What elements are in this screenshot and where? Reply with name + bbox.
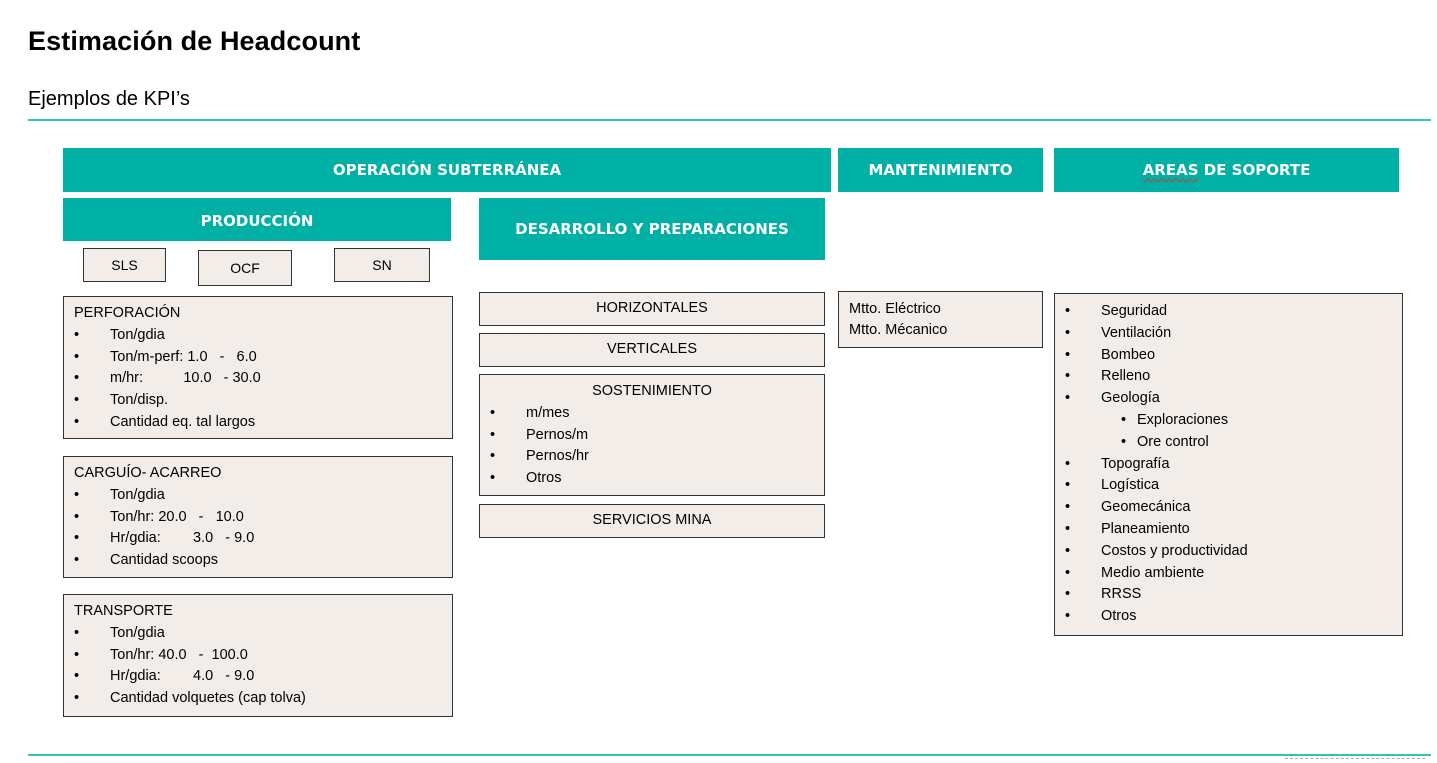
method-ocf-label: OCF — [230, 260, 260, 276]
sostenimiento-box — [479, 374, 825, 496]
header-desarrollo-label: DESARROLLO Y PREPARACIONES — [515, 220, 789, 238]
header-produccion — [63, 198, 451, 241]
list-item: • Pernos/hr — [480, 446, 824, 468]
list-item: • m/mes — [480, 403, 824, 425]
header-desarrollo — [479, 198, 825, 260]
list-item: • Logística — [1055, 475, 1402, 497]
list-item: • Pernos/m — [480, 425, 824, 447]
perforacion-box — [63, 296, 453, 439]
mantenimiento-item-electrico: Mtto. Eléctrico — [849, 301, 941, 317]
method-sls — [83, 248, 166, 282]
carguio-title: CARGUÍO- ACARREO — [74, 465, 222, 481]
perforacion-list — [64, 325, 452, 434]
servicios-mina-label: SERVICIOS MINA — [592, 512, 712, 529]
list-item: • Ton/disp. — [64, 390, 452, 412]
soporte-list — [1055, 294, 1402, 628]
list-item: • Cantidad eq. tal largos — [64, 412, 452, 434]
list-item: • Ton/gdia — [64, 325, 452, 347]
list-item: • RRSS — [1055, 584, 1402, 606]
list-item: • Geomecánica — [1055, 497, 1402, 519]
header-mantenimiento — [838, 148, 1043, 192]
list-item: • Planeamiento — [1055, 519, 1402, 541]
list-item: • Cantidad volquetes (cap tolva) — [64, 688, 452, 710]
carguio-list — [64, 485, 452, 572]
areas-soporte-box — [1054, 293, 1403, 636]
list-item: • Costos y productividad — [1055, 541, 1402, 563]
header-areas-de-soporte — [1054, 148, 1399, 192]
footer-faint-mark — [1285, 758, 1425, 763]
bottom-divider — [28, 754, 1431, 756]
carguio-acarreo-box — [63, 456, 453, 578]
servicios-mina-box — [479, 504, 825, 538]
method-ocf — [198, 250, 292, 286]
method-sn-label: SN — [372, 257, 392, 273]
list-item-sub: • Exploraciones — [1055, 410, 1402, 432]
list-item-sub: • Ore control — [1055, 432, 1402, 454]
transporte-title: TRANSPORTE — [74, 603, 173, 619]
header-soporte-label — [1143, 161, 1311, 179]
list-item: • Seguridad — [1055, 301, 1402, 323]
list-item: • Geología — [1055, 388, 1402, 410]
sostenimiento-title: SOSTENIMIENTO — [592, 383, 712, 399]
list-item: • Otros — [1055, 606, 1402, 628]
page-subtitle: Ejemplos de KPI’s — [28, 88, 190, 110]
sostenimiento-list — [480, 403, 824, 490]
list-item: • Ton/hr: 20.0 - 10.0 — [64, 507, 452, 529]
list-item: • Cantidad scoops — [64, 550, 452, 572]
horizontales-box — [479, 292, 825, 326]
list-item: • Otros — [480, 468, 824, 490]
list-item: • Bombeo — [1055, 345, 1402, 367]
list-item: • Ton/gdia — [64, 485, 452, 507]
horizontales-label: HORIZONTALES — [596, 300, 708, 317]
header-operacion-subterranea — [63, 148, 831, 192]
page-title: Estimación de Headcount — [28, 26, 361, 56]
list-item: • Relleno — [1055, 366, 1402, 388]
header-operacion-label: OPERACIÓN SUBTERRÁNEA — [332, 161, 562, 179]
list-item: • m/hr: 10.0 - 30.0 — [64, 368, 452, 390]
method-sn — [334, 248, 430, 282]
list-item: • Medio ambiente — [1055, 563, 1402, 585]
list-item: • Topografía — [1055, 454, 1402, 476]
header-soporte-word-areas: AREAS — [1142, 161, 1199, 179]
transporte-list — [64, 623, 452, 710]
method-sls-label: SLS — [111, 257, 138, 273]
list-item: • Ton/gdia — [64, 623, 452, 645]
top-divider — [28, 119, 1431, 121]
transporte-box — [63, 594, 453, 717]
header-produccion-label: PRODUCCIÓN — [200, 212, 314, 230]
list-item: • Hr/gdia: 3.0 - 9.0 — [64, 528, 452, 550]
header-soporte-rest: DE SOPORTE — [1198, 161, 1311, 179]
list-item: • Ventilación — [1055, 323, 1402, 345]
list-item: • Ton/m-perf: 1.0 - 6.0 — [64, 347, 452, 369]
verticales-label: VERTICALES — [607, 341, 697, 358]
mantenimiento-box — [838, 291, 1043, 348]
mantenimiento-item-mecanico: Mtto. Mécanico — [849, 322, 948, 338]
list-item: • Ton/hr: 40.0 - 100.0 — [64, 645, 452, 667]
perforacion-title: PERFORACIÓN — [74, 305, 181, 321]
list-item: • Hr/gdia: 4.0 - 9.0 — [64, 666, 452, 688]
header-mantenimiento-label: MANTENIMIENTO — [868, 161, 1013, 179]
verticales-box — [479, 333, 825, 367]
